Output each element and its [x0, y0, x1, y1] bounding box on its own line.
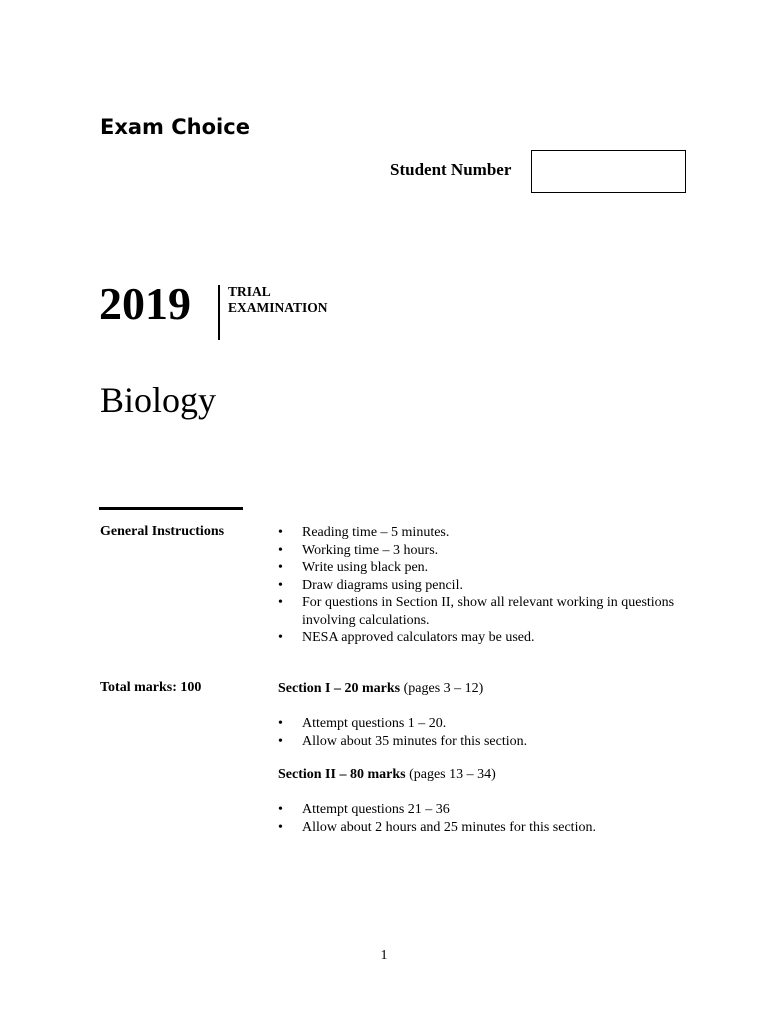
general-instructions-list [278, 524, 678, 647]
list-item: • Allow about 35 minutes for this section. [278, 733, 678, 751]
section-1-title: Section I – 20 marks [278, 681, 401, 696]
trial-examination-label [228, 284, 328, 316]
list-item: • Write using black pen. [278, 559, 678, 577]
section-1-list [278, 715, 678, 750]
subject-title: Biology [100, 380, 217, 420]
list-item: • Draw diagrams using pencil. [278, 577, 678, 595]
list-item: • Working time – 3 hours. [278, 542, 678, 560]
general-instructions-label: General Instructions [100, 524, 225, 539]
exam-year: 2019 [99, 278, 191, 329]
year-divider [218, 285, 220, 340]
list-item: • Allow about 2 hours and 25 minutes for this section. [278, 819, 678, 837]
student-number-label: Student Number [390, 160, 512, 179]
section-2-list [278, 801, 678, 836]
brand-title: Exam Choice [100, 115, 250, 139]
list-item: • Attempt questions 21 – 36 [278, 801, 678, 819]
section-2-pages: (pages 13 – 34) [409, 767, 496, 782]
total-marks-label: Total marks: 100 [100, 680, 202, 695]
section-2-heading [278, 766, 496, 783]
section-2-title: Section II – 80 marks [278, 767, 406, 782]
list-item: • NESA approved calculators may be used. [278, 629, 678, 647]
list-item: • Attempt questions 1 – 20. [278, 715, 678, 733]
list-item: • Reading time – 5 minutes. [278, 524, 678, 542]
trial-line-1: TRIAL [228, 284, 271, 299]
page-number: 1 [380, 948, 388, 963]
list-item: • For questions in Section II, show all relevant working in questions involving calculations. [278, 594, 678, 629]
student-number-box[interactable] [531, 150, 686, 193]
trial-line-2: EXAMINATION [228, 300, 328, 315]
section-1-pages: (pages 3 – 12) [403, 681, 484, 696]
section-rule [99, 507, 243, 510]
section-1-heading [278, 680, 483, 697]
